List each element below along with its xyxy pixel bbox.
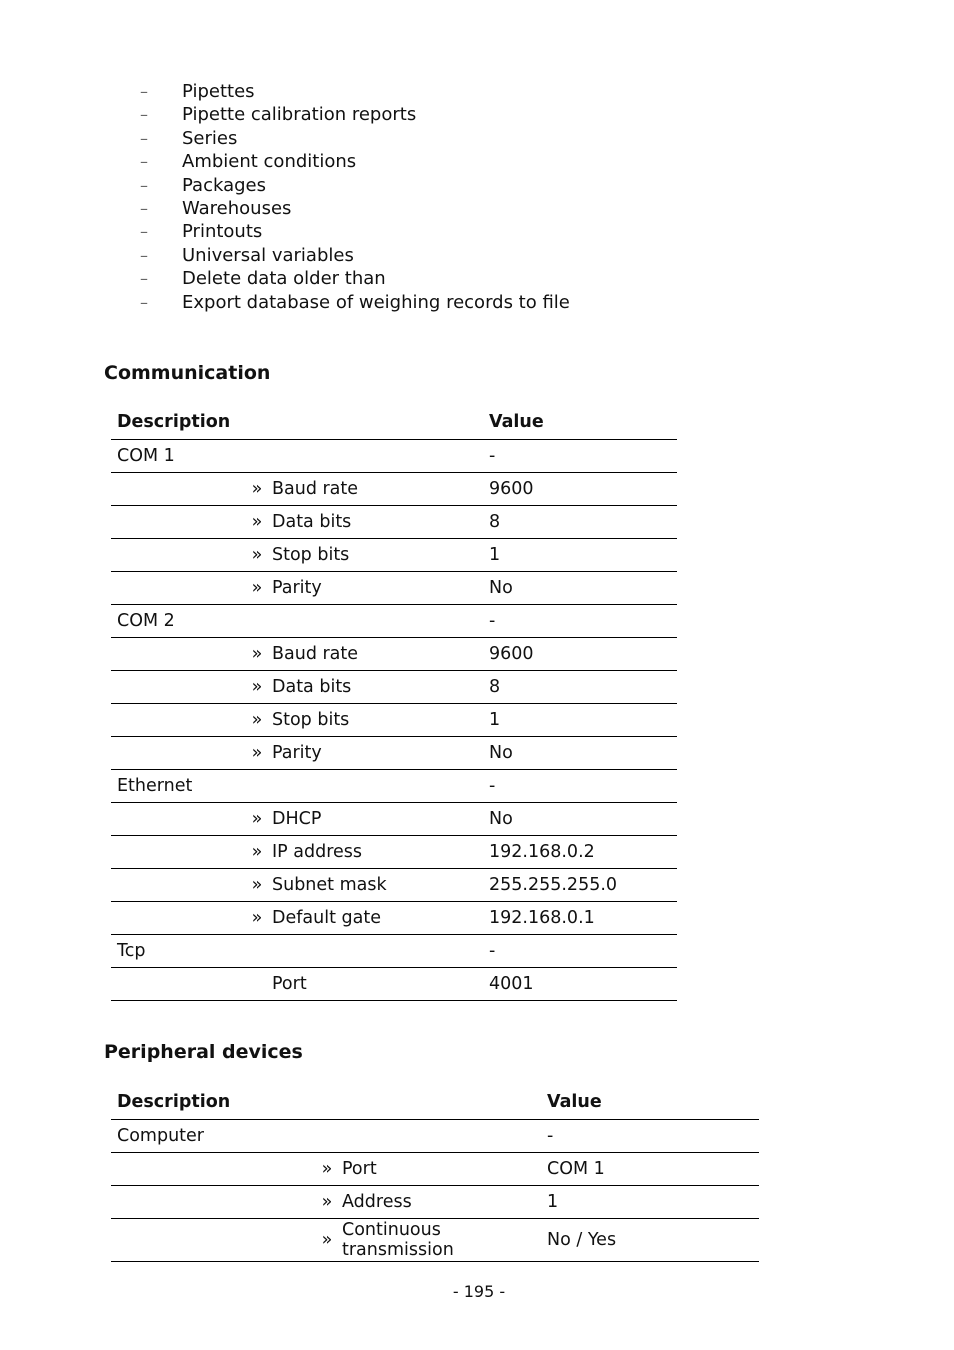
parameter-value: No / Yes	[541, 1219, 759, 1262]
parameter-label: Address	[342, 1192, 412, 1212]
table-row	[111, 836, 677, 869]
parameter-value: COM 1	[541, 1153, 759, 1186]
parameter-value: 9600	[483, 638, 677, 671]
table-row	[111, 704, 677, 737]
sub-item-marker: »	[251, 710, 263, 730]
table-row	[111, 1219, 759, 1262]
list-item-text: Series	[182, 127, 238, 149]
parameter-label: Port	[342, 1159, 377, 1179]
sub-item-marker: »	[321, 1230, 333, 1250]
list-item	[140, 291, 570, 314]
table-row	[111, 968, 677, 1001]
parameter-value: 192.168.0.1	[483, 902, 677, 935]
parameter-value: 1	[541, 1186, 759, 1219]
dash-marker: –	[140, 82, 148, 101]
group-label-cell: Ethernet	[111, 770, 483, 803]
table-row	[111, 572, 677, 605]
list-item-text: Warehouses	[182, 197, 292, 219]
parameter-value: No	[483, 803, 677, 836]
parameter-label-cell	[111, 704, 483, 737]
parameter-value: -	[483, 935, 677, 968]
parameter-label: Continuous transmission	[342, 1220, 454, 1260]
list-item	[140, 197, 570, 220]
communication-section-title: Communication	[104, 362, 271, 384]
sub-item-marker: »	[251, 479, 263, 499]
parameter-label-cell	[111, 1153, 541, 1186]
value-column-header: Value	[483, 405, 677, 440]
parameter-value: 4001	[483, 968, 677, 1001]
list-item-text: Packages	[182, 174, 266, 196]
dash-marker: –	[140, 128, 148, 148]
list-item-text: Ambient conditions	[182, 151, 357, 173]
parameter-label-cell	[111, 671, 483, 704]
parameter-label: Default gate	[272, 908, 381, 928]
table-row	[111, 803, 677, 836]
parameter-label: Stop bits	[272, 710, 350, 730]
parameter-value: -	[541, 1120, 759, 1153]
parameter-value: -	[483, 770, 677, 803]
sub-item-marker: »	[251, 908, 263, 928]
parameter-value: 8	[483, 671, 677, 704]
parameter-label-cell	[111, 968, 483, 1001]
sub-item-marker: »	[251, 743, 263, 763]
sub-item-marker: »	[251, 578, 263, 598]
parameter-value: 8	[483, 506, 677, 539]
parameter-label-cell	[111, 869, 483, 902]
list-item-text: Printouts	[182, 221, 263, 243]
parameter-value: 192.168.0.2	[483, 836, 677, 869]
list-item	[140, 244, 570, 267]
dash-marker: –	[140, 105, 148, 125]
sub-item-marker: »	[251, 512, 263, 532]
table-row	[111, 770, 677, 803]
parameter-label-cell	[111, 1219, 541, 1262]
peripheral-devices-section-title: Peripheral devices	[104, 1041, 303, 1063]
parameter-label-cell	[111, 737, 483, 770]
dash-marker: –	[140, 292, 148, 312]
parameter-label-cell	[111, 572, 483, 605]
table-row	[111, 473, 677, 506]
parameter-label-cell	[111, 473, 483, 506]
table-header-row	[111, 405, 677, 440]
parameter-value: 255.255.255.0	[483, 869, 677, 902]
dash-marker: –	[140, 222, 148, 242]
value-column-header: Value	[541, 1085, 759, 1120]
feature-bullet-list	[140, 80, 570, 314]
sub-item-marker: »	[321, 1159, 333, 1179]
parameter-label-cell	[111, 638, 483, 671]
parameter-value: -	[483, 605, 677, 638]
parameter-label: Port	[272, 974, 307, 994]
table-row	[111, 1120, 759, 1153]
description-column-header: Description	[111, 1085, 541, 1120]
group-label-cell: Computer	[111, 1120, 541, 1153]
parameter-label: Parity	[272, 578, 322, 598]
dash-marker: –	[140, 198, 148, 218]
parameter-label: Baud rate	[272, 644, 359, 664]
dash-marker: –	[140, 152, 148, 172]
sub-item-marker: »	[251, 809, 263, 829]
parameter-label-cell	[111, 539, 483, 572]
table-row	[111, 1186, 759, 1219]
dash-marker: –	[140, 175, 148, 195]
list-item	[140, 220, 570, 243]
list-item-text: Pipette calibration reports	[182, 104, 417, 126]
table-row	[111, 1153, 759, 1186]
list-item-text: Universal variables	[182, 244, 354, 266]
group-label-cell: Tcp	[111, 935, 483, 968]
parameter-label: Data bits	[272, 512, 352, 532]
sub-item-marker: »	[251, 545, 263, 565]
table-row	[111, 737, 677, 770]
group-label-cell: COM 2	[111, 605, 483, 638]
parameter-label: Data bits	[272, 677, 352, 697]
peripheral-devices-table	[111, 1085, 759, 1262]
table-row	[111, 539, 677, 572]
table-row	[111, 935, 677, 968]
table-row	[111, 671, 677, 704]
parameter-label-cell	[111, 803, 483, 836]
sub-item-marker: »	[321, 1192, 333, 1212]
table-row	[111, 638, 677, 671]
table-row	[111, 902, 677, 935]
list-item-text: Delete data older than	[182, 268, 386, 290]
table-row	[111, 506, 677, 539]
list-item-text: Export database of weighing records to file	[182, 291, 570, 313]
list-item	[140, 174, 570, 197]
parameter-value: 1	[483, 539, 677, 572]
parameter-label: Subnet mask	[272, 875, 387, 895]
parameter-value: -	[483, 440, 677, 473]
parameter-label-cell	[111, 836, 483, 869]
parameter-label: Stop bits	[272, 545, 350, 565]
sub-item-marker: »	[251, 644, 263, 664]
page-number: - 195 -	[452, 1282, 506, 1301]
parameter-label: DHCP	[272, 809, 322, 829]
sub-item-marker: »	[251, 677, 263, 697]
list-item-text: Pipettes	[182, 81, 255, 102]
parameter-value: 9600	[483, 473, 677, 506]
sub-item-marker: »	[251, 842, 263, 862]
list-item	[140, 80, 570, 103]
sub-item-marker: »	[251, 875, 263, 895]
list-item	[140, 127, 570, 150]
parameter-value: No	[483, 572, 677, 605]
parameter-label: Baud rate	[272, 479, 359, 499]
parameter-value: 1	[483, 704, 677, 737]
parameter-label-cell	[111, 902, 483, 935]
parameter-label-cell	[111, 1186, 541, 1219]
description-column-header: Description	[111, 405, 483, 440]
parameter-label: IP address	[272, 842, 363, 862]
list-item	[140, 150, 570, 173]
communication-table	[111, 405, 677, 1001]
parameter-value: No	[483, 737, 677, 770]
dash-marker: –	[140, 245, 148, 265]
parameter-label: Parity	[272, 743, 322, 763]
table-row	[111, 869, 677, 902]
parameter-label-cell	[111, 506, 483, 539]
table-row	[111, 440, 677, 473]
group-label-cell: COM 1	[111, 440, 483, 473]
table-header-row	[111, 1085, 759, 1120]
list-item	[140, 267, 570, 290]
table-row	[111, 605, 677, 638]
list-item	[140, 103, 570, 126]
dash-marker: –	[140, 269, 148, 289]
